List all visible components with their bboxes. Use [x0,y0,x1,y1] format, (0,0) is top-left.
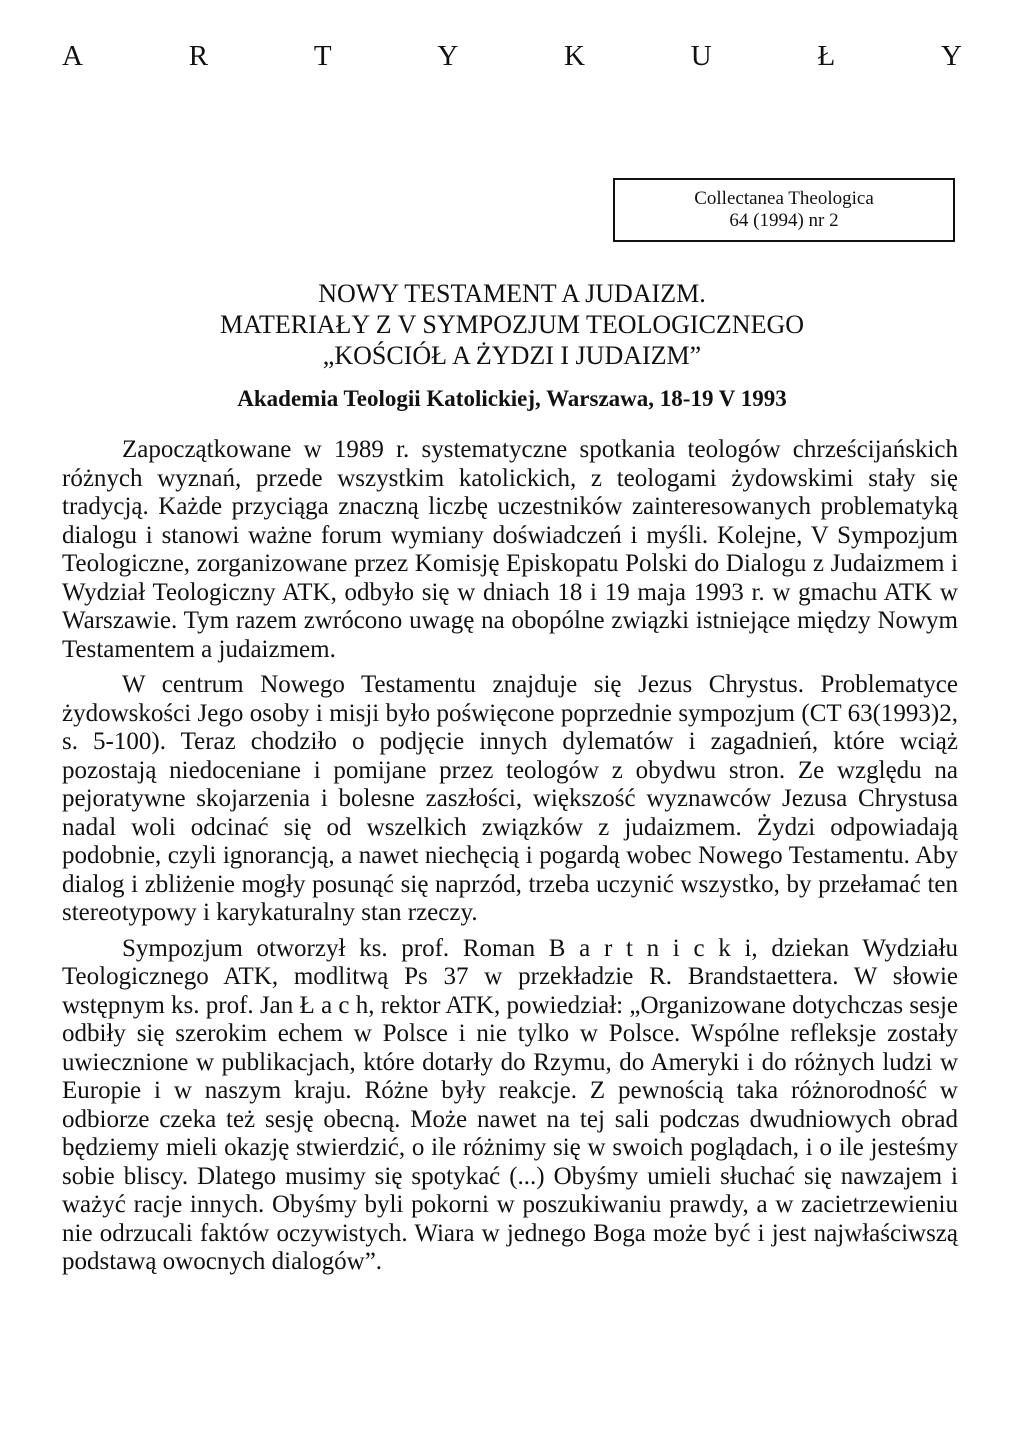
section-header [62,40,962,80]
title-line: „KOŚCIÓŁ A ŻYDZI I JUDAIZM” [322,341,702,370]
section-header-letter: Y [437,40,459,72]
section-header-letter: T [313,40,332,72]
journal-issue: 64 (1994) nr 2 [729,210,839,231]
article-body [62,436,958,1284]
paragraph: Sympozjum otworzył ks. prof. Roman B a r t n i c k i, dziekan Wydziału Teologicznego ATK, modlitwą Ps 37 w przekładzie R. Brandstaettera. W słowie wstępnym ks. prof. Jan Ł a c h, rektor ATK, powiedział: „Organizowane dotychczas sesje odbiły się szerokim echem w Polsce i nie tylko w Polsce. Wspólne refleksje zostały uwiecznione w publikacjach, które dotarły do Rzymu, do Ameryki i do różnych ludzi w Europie i w naszym kraju. Różne były reakcje. Z pewnością taka różnorodność w odbiorze czeka też sesję obecną. Może nawet na tej sali podczas dwudniowych obrad będziemy mieli okazję stwierdzić, o ile różnimy się w swoich poglądach, i o ile jesteśmy sobie bliscy. Dlatego musimy się spotykać (...) Obyśmy umieli słuchać się nawzajem i ważyć racje innych. Obyśmy byli pokorni w poszukiwaniu prawdy, a w zacietrzewieniu nie odrzucali faktów oczywistych. Wiara w jednego Boga może być i jest najwłaściwszą podstawą owocnych dialogów”. [62,934,958,1275]
journal-name: Collectanea Theologica [694,188,874,209]
article-subtitle: Akademia Teologii Katolickiej, Warszawa, 18-19 V 1993 [237,386,787,411]
section-header-letter: R [188,40,209,72]
section-header-letter: U [690,40,712,72]
journal-box [613,178,955,242]
paragraph: W centrum Nowego Testamentu znajduje się Jezus Chrystus. Problematyce żydowskości Jego osoby i misji było poświęcone poprzednie sympozjum (CT 63(1993)2, s. 5-100). Teraz chodziło o podjęcie innych dylematów i zagadnień, które wciąż pozostają niedoceniane i pomijane przez teologów z obydwu stron. Ze względu na pejoratywne skojarzenia i bolesne zaszłości, większość wyznawców Jezusa Chrystusa nadal woli odcinać się od wszelkich związków z judaizmem. Żydzi odpowiadają podobnie, czyli ignorancją, a nawet niechęcią i pogardą wobec Nowego Testamentu. Aby dialog i zbliżenie mogły posunąć się naprzód, trzeba uczynić wszystko, by przełamać ten stereotypowy i karykaturalny stan rzeczy. [62,671,958,926]
section-header-letter: K [564,40,585,72]
section-header-letter: Y [940,40,962,72]
section-header-letter: Ł [817,40,836,72]
article-title [62,278,962,414]
title-line: NOWY TESTAMENT A JUDAIZM. [318,279,706,308]
paragraph: Zapoczątkowane w 1989 r. systematyczne spotkania teologów chrześcijańskich różnych wyznań, przede wszystkim katolickich, z teologami żydowskimi stały się tradycją. Każde przyciąga znaczną liczbę uczestników zainteresowanych problematyką dialogu i stanowi ważne forum wymiany doświadczeń i myśli. Kolejne, V Sympozjum Teologiczne, zorganizowane przez Komisję Episkopatu Polski do Dialogu z Judaizmem i Wydział Teologiczny ATK, odbyło się w dniach 18 i 19 maja 1993 r. w gmachu ATK w Warszawie. Tym razem zwrócono uwagę na obopólne związki istniejące między Nowym Testamentem a judaizmem. [62,436,958,663]
title-line: MATERIAŁY Z V SYMPOZJUM TEOLOGICZNEGO [219,310,805,339]
section-header-letter: A [62,40,83,72]
